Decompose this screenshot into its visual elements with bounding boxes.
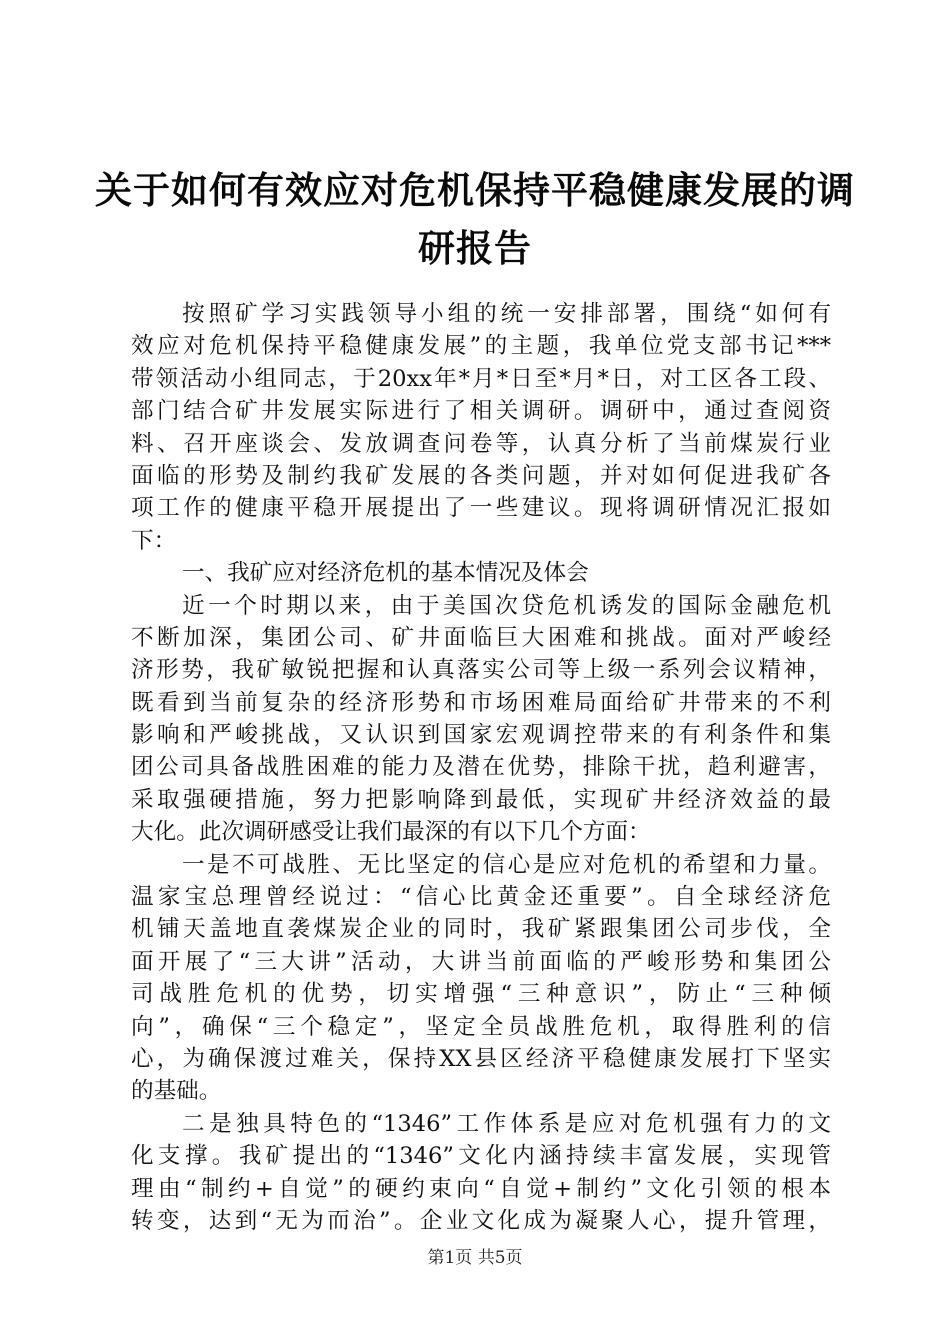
body-line: 司战胜危机的优势，切实增强“三种意识”，防止“三种倾	[131, 981, 831, 1008]
body-line: 项工作的健康平稳开展提出了一些建议。现将调研情况汇报如	[131, 495, 831, 522]
body-line: 带领活动小组同志，于20xx年*月*日至*月*日，对工区各工段、	[131, 365, 831, 392]
body-line: 不断加深，集团公司、矿井面临巨大困难和挑战。面对严峻经	[131, 624, 831, 651]
body-line: 一是不可战胜、无比坚定的信心是应对危机的希望和力量。	[182, 851, 831, 878]
body-line: 转变，达到“无为而治”。企业文化成为凝聚人心，提升管理，	[131, 1207, 831, 1234]
body-line: 料、召开座谈会、发放调查问卷等，认真分析了当前煤炭行业	[131, 430, 831, 457]
body-line: 温家宝总理曾经说过：“信心比黄金还重要”。自全球经济危	[131, 884, 831, 911]
body-line: 团公司具备战胜困难的能力及潜在优势，排除干扰，趋利避害，	[131, 754, 831, 781]
body-line: 理由“制约+自觉”的硬约束向“自觉+制约”文化引领的根本	[131, 1175, 831, 1202]
body-line: 心，为确保渡过难关，保持XX县区经济平稳健康发展打下坚实	[131, 1045, 831, 1072]
body-line: 下：	[131, 527, 177, 554]
body-line: 面开展了“三大讲”活动，大讲当前面临的严峻形势和集团公	[131, 948, 831, 975]
body-line: 面临的形势及制约我矿发展的各类问题，并对如何促进我矿各	[131, 462, 831, 489]
body-line: 按照矿学习实践领导小组的统一安排部署，围绕“如何有	[182, 301, 831, 327]
document-body	[131, 298, 831, 1237]
body-line: 采取强硬措施，努力把影响降到最低，实现矿井经济效益的最	[131, 786, 831, 813]
body-line: 近一个时期以来，由于美国次贷危机诱发的国际金融危机	[182, 592, 831, 619]
body-line: 济形势，我矿敏锐把握和认真落实公司等上级一系列会议精神，	[131, 657, 831, 684]
body-line: 部门结合矿井发展实际进行了相关调研。调研中，通过查阅资	[131, 398, 831, 425]
page-footer: 第1页 共5页	[427, 1248, 523, 1268]
document-title-line-1: 关于如何有效应对危机保持平稳健康发展的调	[95, 169, 855, 212]
body-line: 既看到当前复杂的经济形势和市场困难局面给矿井带来的不利	[131, 689, 831, 716]
body-line: 机铺天盖地直袭煤炭企业的同时，我矿紧跟集团公司步伐，全	[131, 916, 831, 943]
body-line: 二是独具特色的“1346”工作体系是应对危机强有力的文	[182, 1110, 831, 1137]
section-heading: 一、我矿应对经济危机的基本情况及体会	[182, 560, 589, 587]
document-title-line-2: 研报告	[418, 227, 532, 270]
body-line: 效应对危机保持平稳健康发展”的主题，我单位党支部书记***	[131, 333, 831, 360]
body-line: 向”，确保“三个稳定”，坚定全员战胜危机，取得胜利的信	[131, 1013, 831, 1040]
body-line: 大化。此次调研感受让我们最深的有以下几个方面：	[131, 819, 651, 846]
body-line: 的基础。	[131, 1078, 222, 1105]
body-line: 化支撑。我矿提出的“1346”文化内涵持续丰富发展，实现管	[131, 1143, 831, 1170]
body-line: 影响和严峻挑战，又认识到国家宏观调控带来的有利条件和集	[131, 722, 831, 749]
